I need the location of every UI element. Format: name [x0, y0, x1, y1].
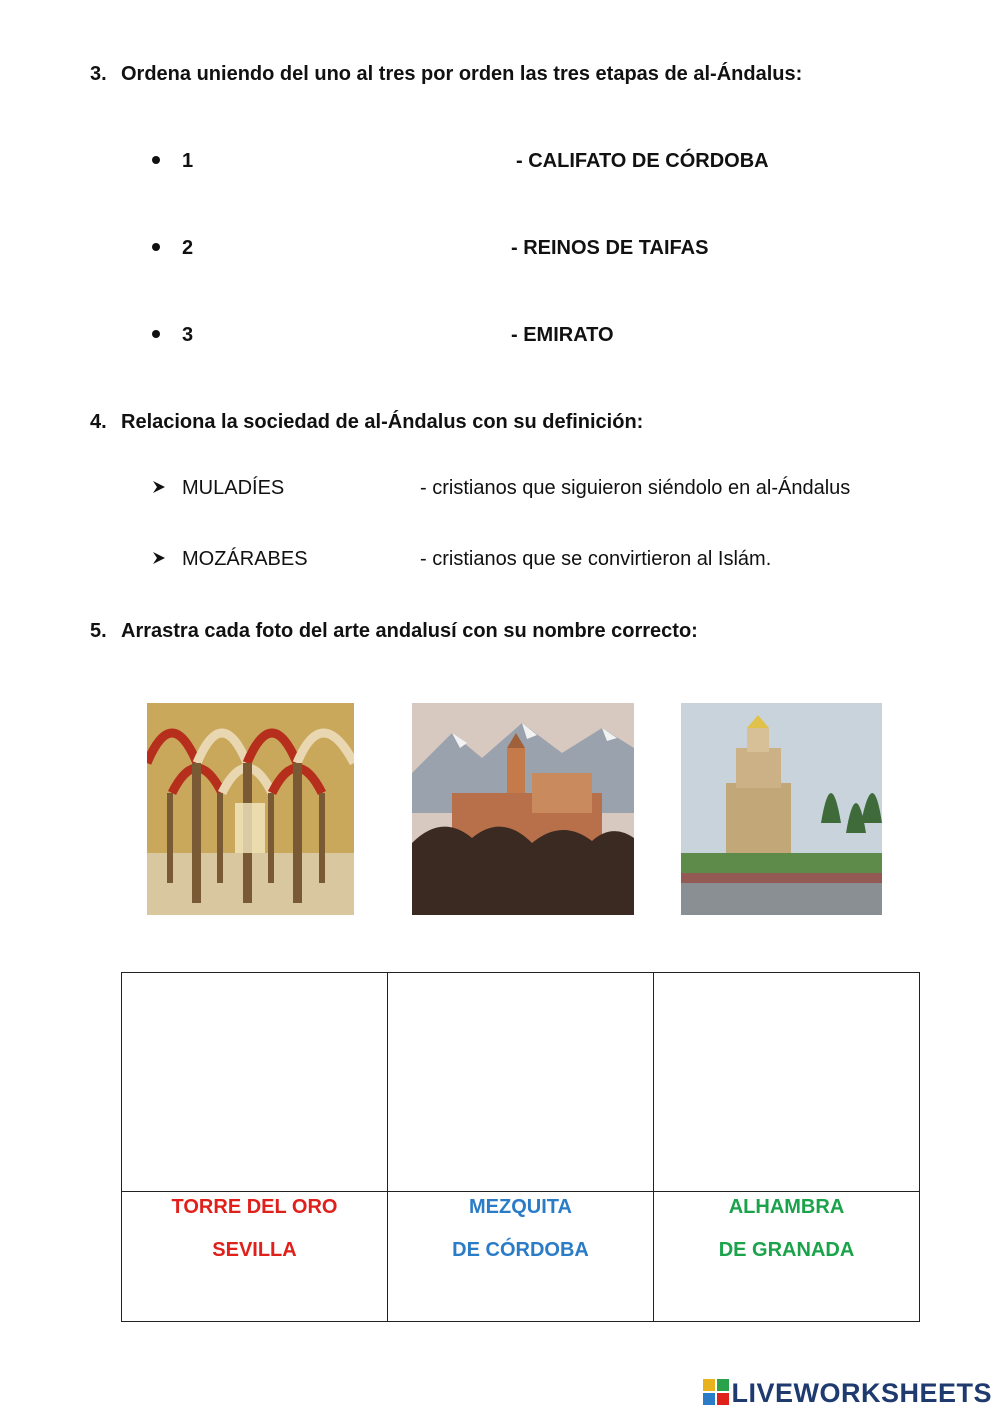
label-torre-del-oro: TORRE DEL ORO SEVILLA — [171, 1196, 338, 1261]
society-definition[interactable]: - cristianos que siguieron siéndolo en al-Ándalus — [420, 477, 851, 499]
drop-zone-3[interactable] — [654, 973, 919, 1191]
answer-table — [121, 972, 920, 1322]
bullet-icon — [152, 243, 160, 251]
liveworksheets-logo-icon — [703, 1379, 729, 1405]
stage-option[interactable]: - EMIRATO — [511, 324, 614, 346]
stage-number-item[interactable]: 2 — [152, 237, 193, 260]
question-text: Arrastra cada foto del arte andalusí con su nombre correcto: — [121, 620, 698, 642]
society-group-item[interactable]: MOZÁRABES — [152, 548, 308, 571]
question-number: 5. — [90, 620, 107, 642]
torre-del-oro-photo[interactable] — [681, 703, 882, 915]
stage-number-item[interactable]: 3 — [152, 324, 193, 347]
question-3-title — [90, 63, 802, 86]
mezquita-photo[interactable] — [147, 703, 354, 915]
drop-zone-1[interactable] — [122, 973, 387, 1191]
society-group-item[interactable]: MULADÍES — [152, 477, 284, 500]
arrow-bullet-icon — [152, 551, 166, 565]
label-mezquita: MEZQUITA DE CÓRDOBA — [452, 1196, 589, 1261]
arrow-bullet-icon — [152, 480, 166, 494]
stage-option[interactable]: - REINOS DE TAIFAS — [511, 237, 709, 259]
label-alhambra: ALHAMBRA DE GRANADA — [718, 1196, 855, 1261]
question-4-title — [90, 411, 643, 434]
drop-zone-2[interactable] — [388, 973, 653, 1191]
bullet-icon — [152, 156, 160, 164]
question-text: Relaciona la sociedad de al-Ándalus con su definición: — [121, 411, 644, 433]
society-definition[interactable]: - cristianos que se convirtieron al Islám. — [420, 548, 772, 570]
stage-number-item[interactable]: 1 — [152, 150, 193, 173]
stage-option[interactable]: - CALIFATO DE CÓRDOBA — [516, 150, 769, 172]
liveworksheets-brand: LIVEWORKSHEETS — [703, 1378, 992, 1409]
question-number: 4. — [90, 411, 107, 433]
question-5-title — [90, 620, 698, 643]
bullet-icon — [152, 330, 160, 338]
question-number: 3. — [90, 63, 107, 85]
alhambra-photo[interactable] — [412, 703, 634, 915]
question-text: Ordena uniendo del uno al tres por orden las tres etapas de al-Ándalus: — [121, 63, 803, 85]
